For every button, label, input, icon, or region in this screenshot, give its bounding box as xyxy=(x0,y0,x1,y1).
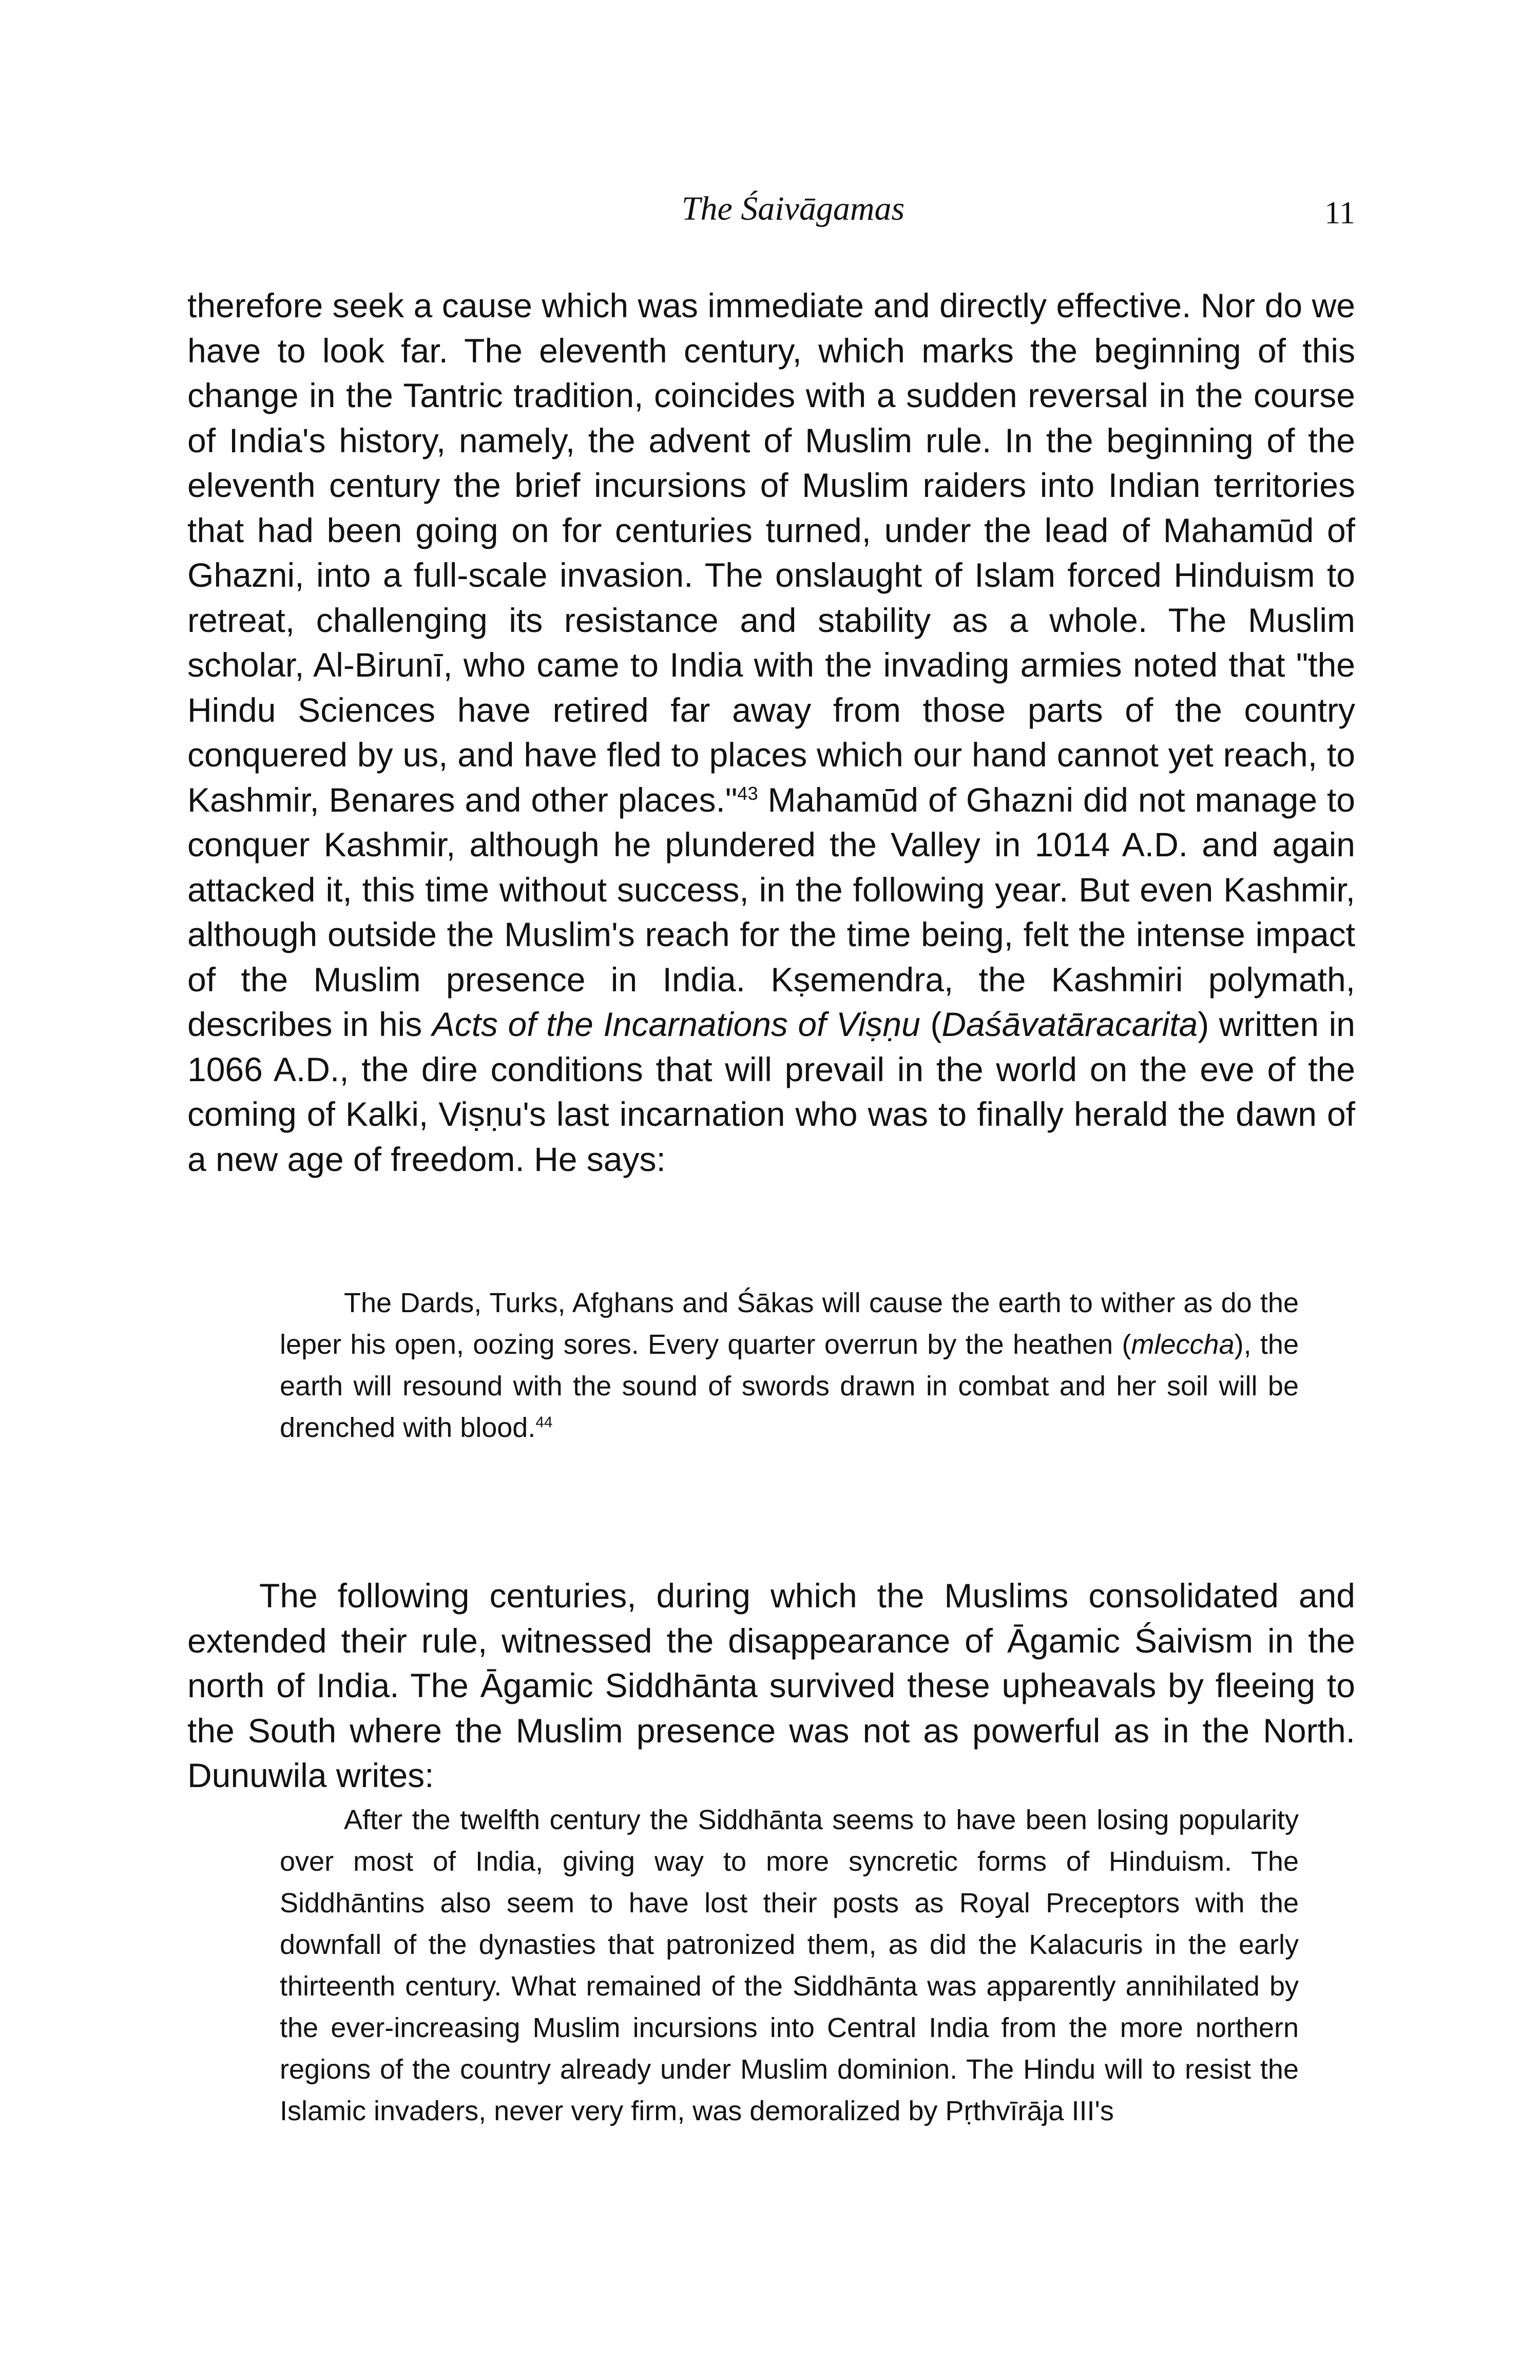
block-quote-1 xyxy=(280,1282,1299,1449)
paragraph-2 xyxy=(187,1573,1355,1798)
title-acts-of-incarnations: Acts of the Incarnations of Viṣṇu xyxy=(432,1005,920,1043)
paragraph-1-text-a: therefore seek a cause which was immediate and directly effective. Nor do we have to look far. The eleventh century, which marks the beginning of this change in the Tantric tradition, coincides with a sudden reversal in the course of India's history, namely, the advent of Muslim rule. In the beginning of the eleventh century the brief incursions of Muslim raiders into Indian territories that had been going on for centuries turned, under the lead of Mahamūd of Ghazni, into a full-scale invasion. The onslaught of Islam forced Hinduism to retreat, challenging its resistance and stability as a whole. The Muslim scholar, Al-Birunī, who came to India with the invading armies noted that "the Hindu Sciences have retired far away from those parts of the country conquered by us, and have fled to places which our hand cannot yet reach, to Kashmir, Benares and other places." xyxy=(187,286,1355,819)
paragraph-2-text: The following centuries, during which the Muslims consolidated and extended their rule, witnessed the disappearance of Āgamic Śaivism in the north of India. The Āgamic Siddhānta survived these upheavals by fleeing to the South where the Muslim presence was not as powerful as in the North. Dunuwila writes: xyxy=(187,1577,1355,1794)
block-quote-2 xyxy=(280,1799,1299,2132)
paragraph-1-text-c: ( xyxy=(920,1005,942,1043)
block-quote-1-text-a: The Dards, Turks, Afghans and Śākas will cause the earth to wither as do the leper his open, oozing sores. Every quarter overrun by the heathen ( xyxy=(280,1288,1299,1360)
title-dasavataracarita: Daśāvatāracarita xyxy=(941,1005,1198,1043)
term-mleccha: mleccha xyxy=(1131,1329,1235,1360)
page-number-text: 11 xyxy=(1324,196,1355,231)
block-quote-1-text-b: ), the earth will resound with the sound of swords drawn in combat and her soil will be drenched with blood. xyxy=(280,1329,1299,1443)
paragraph-1-text-b: Mahamūd of Ghazni did not manage to conquer Kashmir, although he plundered the Valley in 1014 A.D. and again attacked it, this time without success, in the following year. But even Kashmir, although outside the Muslim's reach for the time being, felt the intense impact of the Muslim presence in India. Kṣemendra, the Kashmiri polymath, describes in his xyxy=(187,780,1355,1043)
paragraph-1 xyxy=(187,283,1355,1182)
running-head xyxy=(639,186,947,232)
block-quote-2-text: After the twelfth century the Siddhānta seems to have been losing popularity over most of India, giving way to more syncretic forms of Hinduism. The Siddhāntins also seem to have lost their posts as Royal Preceptors with the downfall of the dynasties that patronized them, as did the Kalacuris in the early thirteenth century. What remained of the Siddhānta was apparently annihilated by the ever-increasing Muslim incursions into Central India from the more northern regions of the country already under Muslim dominion. The Hindu will to resist the Islamic invaders, never very firm, was demoralized by Pṛthvīrāja III's xyxy=(280,1805,1299,2126)
paragraph-1-text-d: ) written in 1066 A.D., the dire conditions that will prevail in the world on the eve of the coming of Kalki, Viṣṇu's last incarnation who was to finally herald the dawn of a new age of freedom. He says: xyxy=(187,1005,1355,1178)
footnote-ref-44: 44 xyxy=(535,1414,553,1431)
running-title: The Śaivāgamas xyxy=(681,190,905,227)
footnote-ref-43: 43 xyxy=(737,782,758,804)
